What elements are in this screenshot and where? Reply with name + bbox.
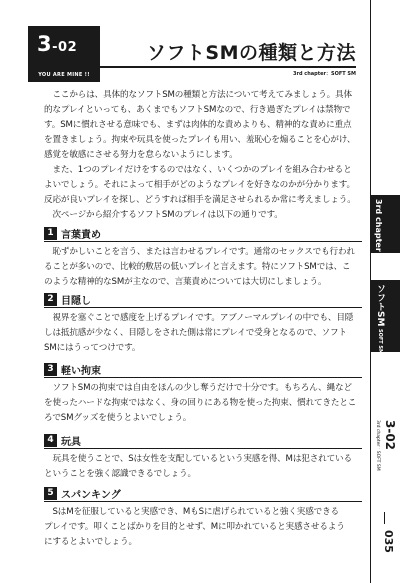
section-number: 3 — [44, 363, 57, 376]
section-number: 1 — [44, 227, 57, 240]
section-number: 4 — [44, 434, 57, 447]
section-body: 視界を塞ぐことで感度を上げるプレイです。アブノーマルプレイの中でも、目隠 しは抵抗感が少なく、目隠しをされた側は常にプレイで受身となるので、ソフト SMにはうってつけです。 — [44, 313, 354, 353]
section-rule — [44, 241, 362, 242]
title-divider — [100, 66, 356, 68]
section-body: ソフトSMの拘束では自由をほんの少し奪うだけで十分です。もちろん、縄など を使ったハードな拘束ではなく、身の回りにある物を使った拘束、慣れてきたとこ ろでSMグッズを使うとよいでしょう。 — [44, 383, 357, 423]
section-body: 玩具を使うことで、Sは女性を支配しているという実感を得、Mは犯されている ということを強く認識できるでしょう。 — [44, 454, 352, 479]
section-title: 軽い拘束 — [61, 366, 101, 377]
section-index-tab[interactable] — [371, 280, 400, 355]
section-heading — [44, 292, 362, 308]
chapter-badge — [28, 26, 100, 82]
section-heading — [44, 226, 362, 242]
section-heading — [44, 362, 362, 378]
side-chapter-label: 3rd chapter：SOFT SM — [375, 420, 380, 471]
chapter-subtitle: 3rd chapter：SOFT SM — [293, 71, 356, 77]
side-section-number: 3-02 — [383, 420, 397, 451]
section-rule — [44, 307, 362, 308]
chapter-tagline: YOU ARE MINE !! — [38, 72, 90, 78]
section-heading — [44, 433, 362, 449]
chapter-index-tab[interactable] — [371, 195, 400, 253]
section-number: 2 — [44, 293, 57, 306]
section-rule — [44, 448, 362, 449]
section-title: 目隠し — [61, 296, 91, 307]
page-number-divider — [384, 512, 385, 524]
chapter-index-label: 3rd chapter — [374, 199, 383, 252]
section-rule — [44, 501, 362, 502]
chapter-number: 3-02 — [37, 32, 78, 56]
intro-paragraph: ここからは、具体的なソフトSMの種類と方法について考えてみましょう。具体 的なプレイといっても、あくまでもソフトSMなので、行き過ぎたプレイは禁物で す。SMに慣れさせる意味でも、まずは肉体的な責めよりも、精神的な責めに重点 を置きましょう。拘束や玩具を使ったプレイも用い、羞恥心を煽ることを心がけ、 感覚を敏感にさせる努力を怠らないようにします。 また、1つのプレイだけをするのではなく、いくつかのプレイを組み合わせると よいでしょう。それによって相手がどのようなプレイを好きなのかが分かります。 反応が良いプレイを探し、どうすれば相手を満足させられるか常に考えましょう。 次ページから紹介するソフトSMのプレイは以下の通りです。 — [44, 90, 356, 220]
section-heading — [44, 486, 362, 502]
page-title: ソフトSMの種類と方法 — [146, 42, 356, 64]
section-title: 言葉責め — [61, 230, 101, 241]
section-body: 恥ずかしいことを言う、または言わせるプレイです。通常のセックスでも行われ ることが多いので、比較的敷居の低いプレイと言えます。特にソフトSMでは、こ のような精神的なSMが主なので、言葉責めについては大切にしましょう。 — [44, 247, 355, 287]
section-title: 玩具 — [61, 437, 81, 448]
section-number: 5 — [44, 487, 57, 500]
section-title: スパンキング — [61, 490, 121, 501]
section-rule — [44, 377, 362, 378]
section-body: SはMを征服していると実感でき、MもSに虐げられていると強く実感できる プレイです。叩くことばかりを目的とせず、Mに叩かれていると実感させるよう にするとよいでしょう。 — [44, 507, 345, 547]
page-number: 035 — [382, 530, 395, 553]
section-index-label: ソフトSMSOFT SM — [375, 284, 385, 355]
